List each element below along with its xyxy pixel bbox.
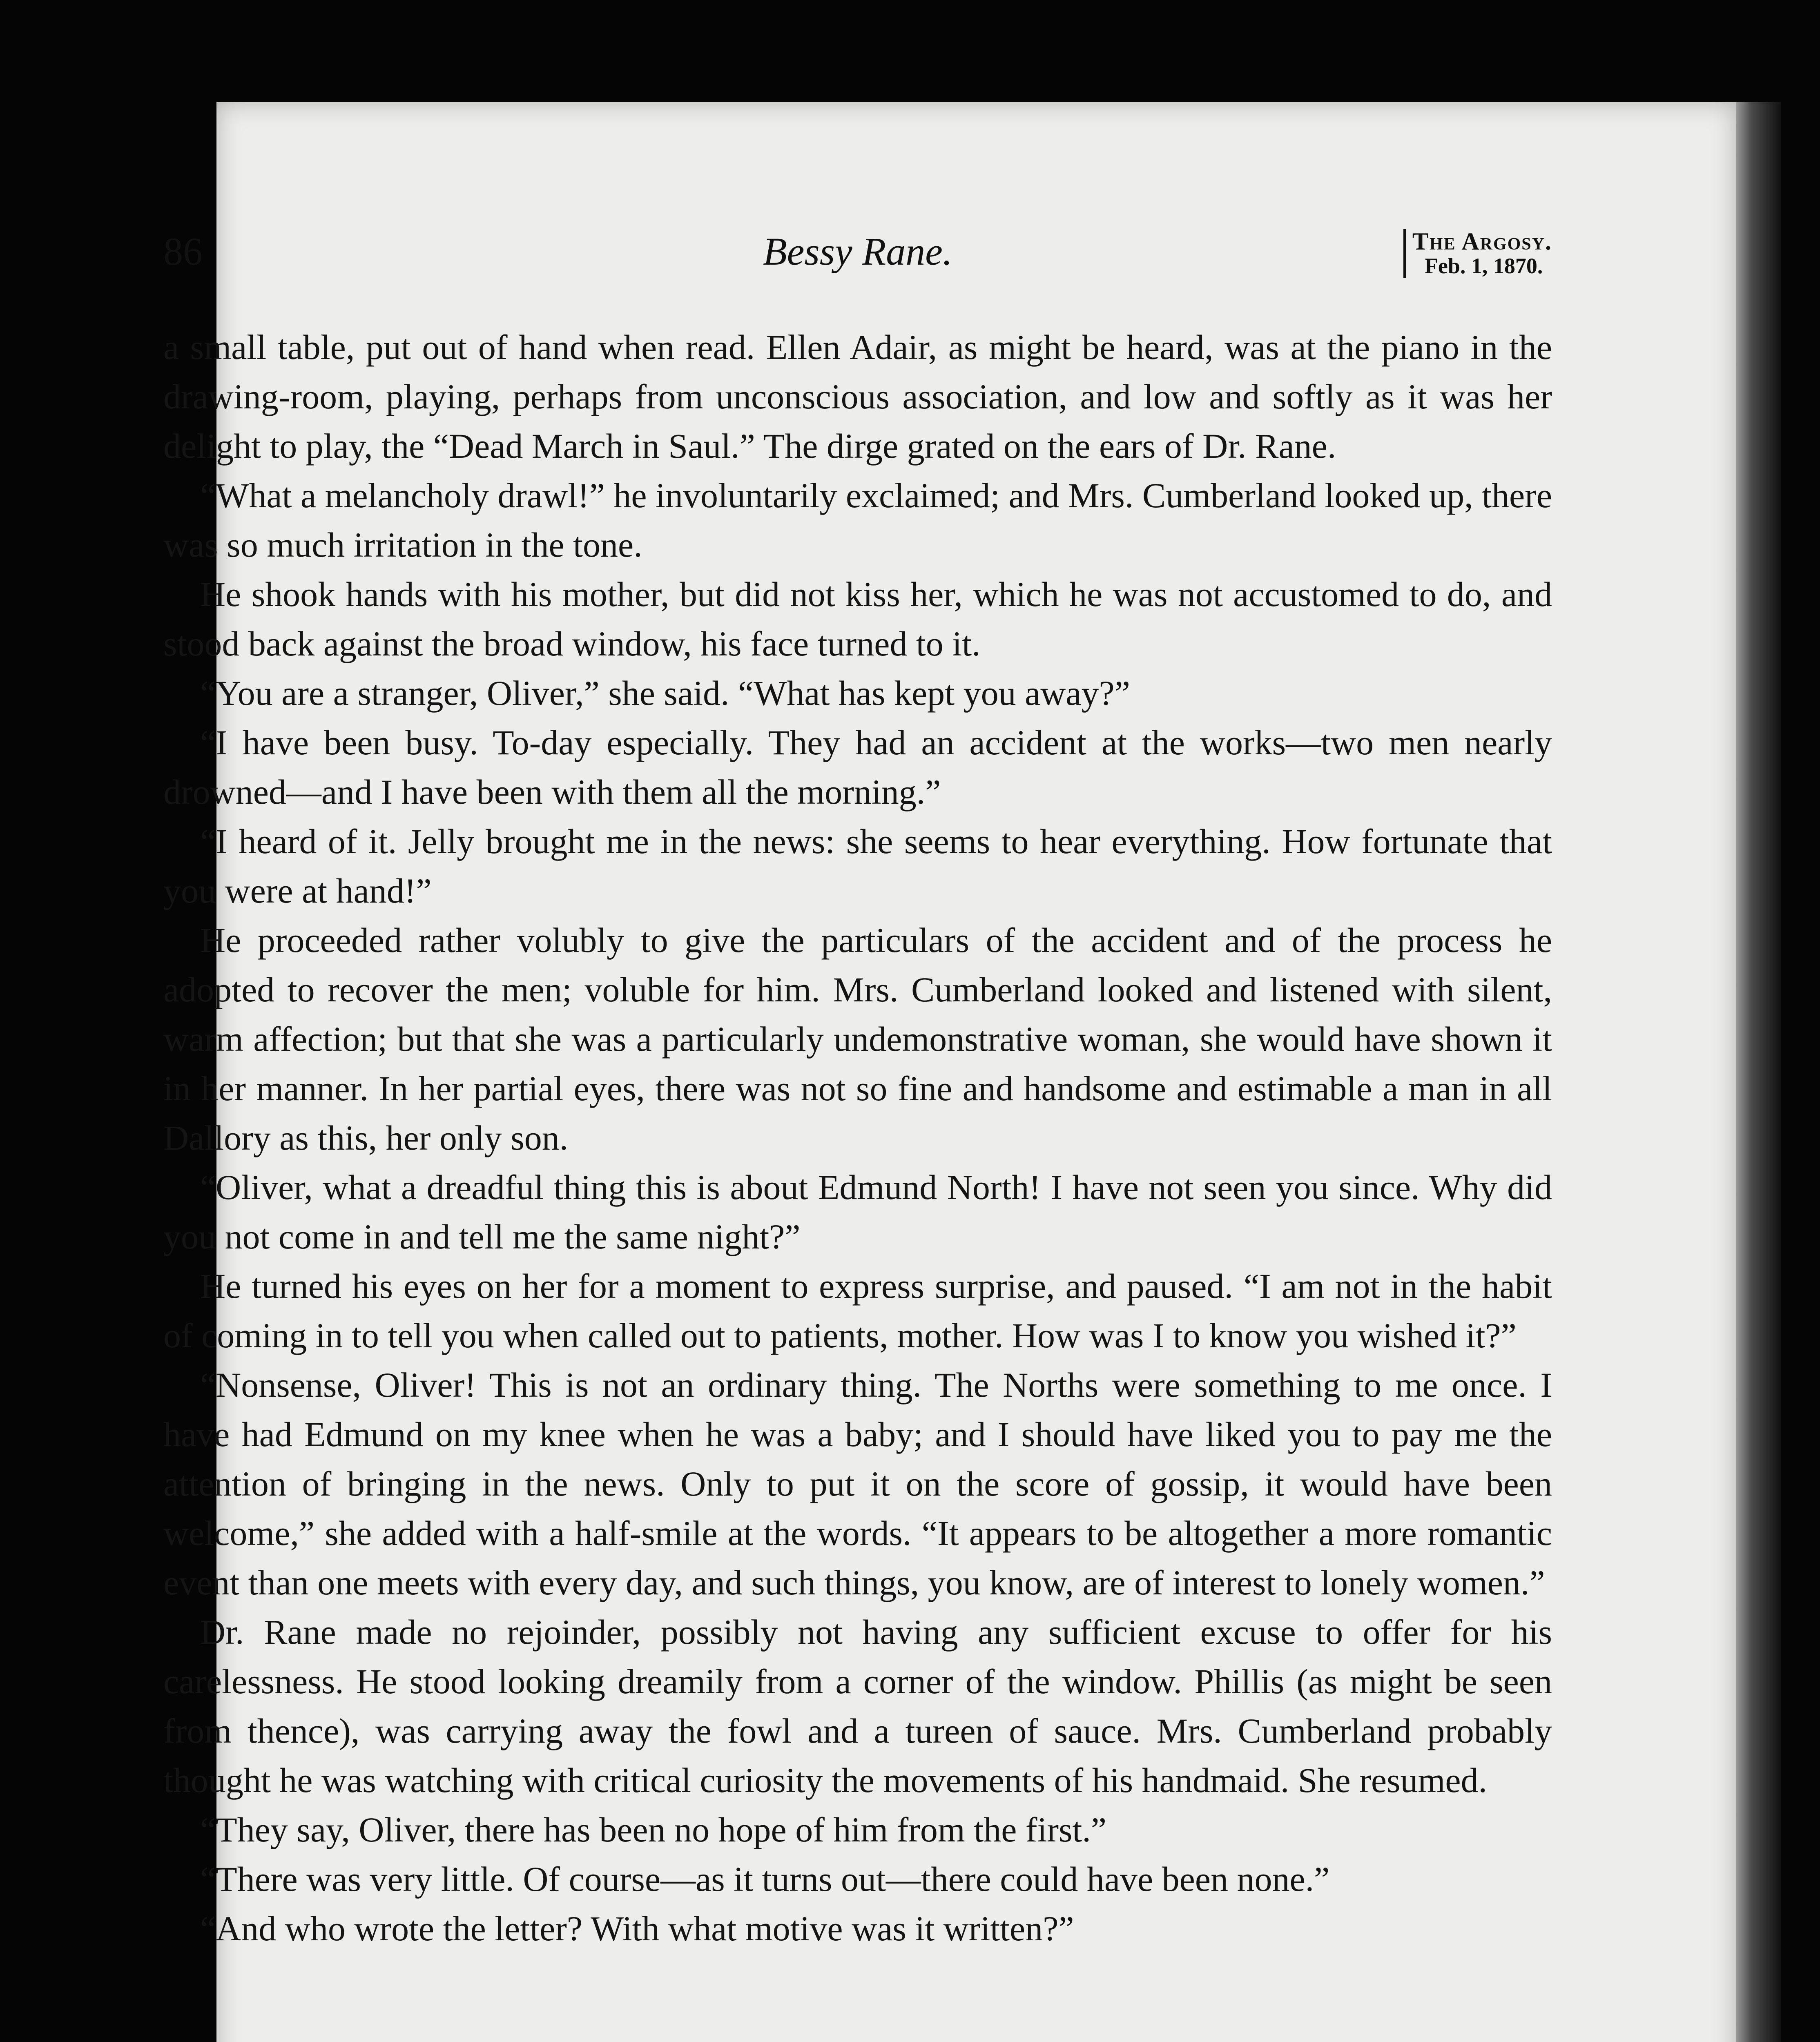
paragraph: “Nonsense, Oliver! This is not an ordinary thing. The Norths were something to me once. I have had Edmund on my knee when he was a baby; and I should have liked you to pay me the attention of bringing in the news. Only to put it on the score of gossip, it would have been welcome,” she added with a half-smile at the words. “It appears to be altogether a more romantic event than one meets with every day, and such things, you know, are of interest to lonely women.”: [163, 1365, 1552, 1602]
body-text: [163, 323, 1552, 1953]
paragraph: He shook hands with his mother, but did not kiss her, which he was not accustomed to do, and stood back against the broad window, his face turned to it.: [163, 575, 1552, 663]
page-edge-shadow: [1736, 102, 1781, 2042]
issue-date: Feb. 1, 1870.: [1424, 254, 1543, 278]
paragraph: “They say, Oliver, there has been no hope of him from the first.”: [200, 1810, 1107, 1849]
paragraph: He proceeded rather volubly to give the particulars of the accident and of the process he adopted to recover the men; voluble for him. Mrs. Cumberland looked and listened with silent, warm affection; but that she was a particularly undemonstrative woman, she would have shown it in her manner. In her partial eyes, there was not so fine and handsome and estimable a man in all Dallory as this, her only son.: [163, 921, 1552, 1157]
paragraph: “Oliver, what a dreadful thing this is about Edmund North! I have not seen you since. Why did you not come in and tell me the same night?”: [163, 1168, 1552, 1256]
paragraph: “I heard of it. Jelly brought me in the news: she seems to hear everything. How fortunate that you were at hand!”: [163, 822, 1552, 910]
paragraph: “You are a stranger, Oliver,” she said. “What has kept you away?”: [200, 673, 1130, 713]
paragraph: Dr. Rane made no rejoinder, possibly not having any sufficient excuse to offer for his carelessness. He stood looking dreamily from a corner of the window. Phillis (as might be seen from thence), was carrying away the fowl and a tureen of sauce. Mrs. Cumberland probably thought he was watching with critical curiosity the movements of his handmaid. She resumed.: [163, 1612, 1552, 1800]
running-header: [163, 229, 1552, 310]
issue-name: The Argosy.: [1412, 228, 1552, 255]
paragraph: “There was very little. Of course—as it turns out—there could have been none.”: [200, 1859, 1330, 1899]
page-number: 86: [163, 230, 203, 273]
issue-reference: [1403, 229, 1552, 278]
paragraph: a small table, put out of hand when read. Ellen Adair, as might be heard, was at the piano in the drawing-room, playing, perhaps from unconscious association, and low and softly as it was her delight to play, the “Dead March in Saul.” The dirge grated on the ears of Dr. Rane.: [163, 328, 1552, 466]
paragraph: He turned his eyes on her for a moment to express surprise, and paused. “I am not in the habit of coming in to tell you when called out to patients, mother. How was I to know you wished it?”: [163, 1266, 1552, 1355]
paragraph: “And who wrote the letter? With what motive was it written?”: [200, 1909, 1074, 1948]
running-title: Bessy Rane.: [763, 230, 952, 273]
paragraph: “What a melancholy drawl!” he involuntarily exclaimed; and Mrs. Cumberland looked up, there was so much irritation in the tone.: [163, 476, 1552, 564]
paragraph: “I have been busy. To-day especially. They had an accident at the works—two men nearly drowned—and I have been with them all the morning.”: [163, 723, 1552, 811]
